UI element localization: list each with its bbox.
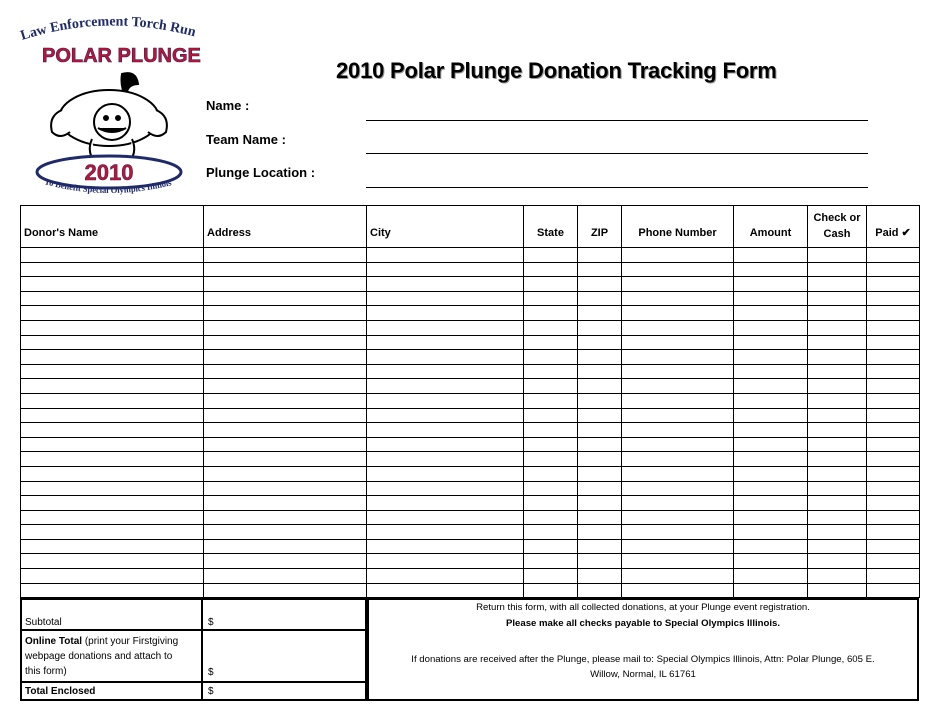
table-cell[interactable] <box>21 496 204 511</box>
table-cell[interactable] <box>808 320 867 335</box>
table-cell[interactable] <box>21 306 204 321</box>
table-cell[interactable] <box>808 335 867 350</box>
table-cell[interactable] <box>204 248 367 263</box>
table-cell[interactable] <box>204 408 367 423</box>
table-cell[interactable] <box>734 320 808 335</box>
table-cell[interactable] <box>204 262 367 277</box>
table-cell[interactable] <box>204 350 367 365</box>
table-cell[interactable] <box>367 393 524 408</box>
table-row <box>21 335 920 350</box>
table-cell[interactable] <box>204 379 367 394</box>
table-cell[interactable] <box>367 335 524 350</box>
table-cell[interactable] <box>204 291 367 306</box>
table-cell[interactable] <box>21 277 204 292</box>
table-cell[interactable] <box>578 554 622 569</box>
table-cell[interactable] <box>622 569 734 584</box>
table-cell[interactable] <box>867 554 920 569</box>
table-cell[interactable] <box>367 569 524 584</box>
table-cell[interactable] <box>524 496 578 511</box>
table-cell[interactable] <box>524 291 578 306</box>
subtotal-value[interactable] <box>201 598 367 631</box>
table-cell[interactable] <box>524 437 578 452</box>
table-cell[interactable] <box>21 423 204 438</box>
table-cell[interactable] <box>21 569 204 584</box>
instruction-return: Return this form, with all collected donations, at your Plunge event registration. <box>476 602 810 613</box>
table-cell[interactable] <box>734 350 808 365</box>
table-cell[interactable] <box>622 466 734 481</box>
table-cell[interactable] <box>734 291 808 306</box>
table-cell[interactable] <box>808 539 867 554</box>
table-cell[interactable] <box>524 335 578 350</box>
table-cell[interactable] <box>867 583 920 598</box>
table-cell[interactable] <box>204 569 367 584</box>
table-row <box>21 379 920 394</box>
table-row <box>21 350 920 365</box>
table-cell[interactable] <box>622 525 734 540</box>
table-cell[interactable] <box>622 452 734 467</box>
polar-bear-illustration <box>51 73 167 163</box>
table-cell[interactable] <box>578 481 622 496</box>
total-enclosed-label: Total Enclosed <box>25 686 96 697</box>
table-row <box>21 496 920 511</box>
table-cell[interactable] <box>367 525 524 540</box>
table-cell[interactable] <box>734 277 808 292</box>
table-cell[interactable] <box>367 466 524 481</box>
table-cell[interactable] <box>204 466 367 481</box>
table-cell[interactable] <box>734 262 808 277</box>
table-cell[interactable] <box>867 350 920 365</box>
table-cell[interactable] <box>204 554 367 569</box>
donation-table <box>20 205 920 598</box>
table-cell[interactable] <box>524 539 578 554</box>
table-cell[interactable] <box>524 583 578 598</box>
table-cell[interactable] <box>578 466 622 481</box>
table-cell[interactable] <box>204 364 367 379</box>
table-cell[interactable] <box>734 583 808 598</box>
table-row <box>21 437 920 452</box>
table-row <box>21 408 920 423</box>
table-cell[interactable] <box>622 379 734 394</box>
table-cell[interactable] <box>367 510 524 525</box>
table-cell[interactable] <box>367 291 524 306</box>
instructions-box <box>367 598 919 701</box>
table-cell[interactable] <box>524 350 578 365</box>
table-cell[interactable] <box>867 408 920 423</box>
table-cell[interactable] <box>734 496 808 511</box>
table-row <box>21 481 920 496</box>
table-cell[interactable] <box>867 320 920 335</box>
table-row <box>21 277 920 292</box>
table-cell[interactable] <box>808 248 867 263</box>
table-cell[interactable] <box>21 350 204 365</box>
table-row <box>21 510 920 525</box>
table-cell[interactable] <box>524 510 578 525</box>
table-cell[interactable] <box>204 306 367 321</box>
table-cell[interactable] <box>622 539 734 554</box>
table-row <box>21 291 920 306</box>
table-cell[interactable] <box>808 379 867 394</box>
table-cell[interactable] <box>867 481 920 496</box>
table-cell[interactable] <box>578 306 622 321</box>
table-row <box>21 554 920 569</box>
table-cell[interactable] <box>21 583 204 598</box>
table-cell[interactable] <box>808 291 867 306</box>
online-total-dollar: $ <box>208 667 214 678</box>
table-cell[interactable] <box>524 248 578 263</box>
table-cell[interactable] <box>622 277 734 292</box>
table-cell[interactable] <box>734 379 808 394</box>
table-cell[interactable] <box>367 437 524 452</box>
table-cell[interactable] <box>524 408 578 423</box>
table-cell[interactable] <box>21 539 204 554</box>
table-cell[interactable] <box>367 408 524 423</box>
table-cell[interactable] <box>867 262 920 277</box>
table-cell[interactable] <box>367 452 524 467</box>
table-cell[interactable] <box>734 393 808 408</box>
subtotal-label: Subtotal <box>25 617 62 628</box>
col-address: Address <box>204 206 367 248</box>
table-row <box>21 569 920 584</box>
table-cell[interactable] <box>524 262 578 277</box>
online-total-label: Online Total <box>25 636 83 647</box>
table-cell[interactable] <box>367 554 524 569</box>
table-cell[interactable] <box>808 262 867 277</box>
table-cell[interactable] <box>622 496 734 511</box>
table-cell[interactable] <box>578 539 622 554</box>
table-cell[interactable] <box>867 569 920 584</box>
table-cell[interactable] <box>524 393 578 408</box>
table-cell[interactable] <box>734 335 808 350</box>
table-cell[interactable] <box>524 306 578 321</box>
table-cell[interactable] <box>867 437 920 452</box>
table-cell[interactable] <box>867 291 920 306</box>
table-cell[interactable] <box>808 510 867 525</box>
table-row <box>21 320 920 335</box>
table-cell[interactable] <box>578 248 622 263</box>
table-cell[interactable] <box>367 262 524 277</box>
total-enclosed-label-cell <box>20 681 203 701</box>
name-label: Name : <box>206 98 250 113</box>
table-cell[interactable] <box>734 525 808 540</box>
table-cell[interactable] <box>808 569 867 584</box>
table-cell[interactable] <box>622 335 734 350</box>
team-name-label: Team Name : <box>206 132 286 147</box>
table-cell[interactable] <box>21 554 204 569</box>
table-cell[interactable] <box>21 393 204 408</box>
plunge-location-field[interactable] <box>366 187 868 188</box>
table-cell[interactable] <box>578 437 622 452</box>
table-cell[interactable] <box>622 350 734 365</box>
table-cell[interactable] <box>578 379 622 394</box>
logo-top-text: Law Enforcement Torch Run <box>18 14 198 44</box>
table-cell[interactable] <box>367 496 524 511</box>
table-cell[interactable] <box>204 277 367 292</box>
table-cell[interactable] <box>734 466 808 481</box>
table-cell[interactable] <box>734 437 808 452</box>
table-cell[interactable] <box>367 481 524 496</box>
table-cell[interactable] <box>578 393 622 408</box>
table-cell[interactable] <box>808 277 867 292</box>
table-row <box>21 364 920 379</box>
online-total-value[interactable] <box>201 629 367 683</box>
subtotal-label-cell <box>20 598 203 631</box>
summary-section <box>20 598 919 701</box>
table-cell[interactable] <box>734 481 808 496</box>
table-cell[interactable] <box>21 466 204 481</box>
table-cell[interactable] <box>622 393 734 408</box>
total-enclosed-value[interactable] <box>201 681 367 701</box>
table-cell[interactable] <box>578 364 622 379</box>
table-cell[interactable] <box>524 277 578 292</box>
table-cell[interactable] <box>524 554 578 569</box>
table-cell[interactable] <box>204 583 367 598</box>
table-cell[interactable] <box>867 379 920 394</box>
table-cell[interactable] <box>204 320 367 335</box>
table-cell[interactable] <box>524 481 578 496</box>
table-cell[interactable] <box>204 423 367 438</box>
table-cell[interactable] <box>578 452 622 467</box>
total-enclosed-dollar: $ <box>208 686 214 697</box>
col-check-cash <box>808 206 867 248</box>
table-cell[interactable] <box>21 525 204 540</box>
table-cell[interactable] <box>367 583 524 598</box>
table-cell[interactable] <box>578 320 622 335</box>
table-cell[interactable] <box>808 466 867 481</box>
col-zip: ZIP <box>578 206 622 248</box>
table-cell[interactable] <box>622 306 734 321</box>
table-cell[interactable] <box>808 423 867 438</box>
table-cell[interactable] <box>524 466 578 481</box>
table-cell[interactable] <box>21 452 204 467</box>
table-cell[interactable] <box>622 481 734 496</box>
form-title: 2010 Polar Plunge Donation Tracking Form <box>336 58 777 83</box>
table-cell[interactable] <box>578 408 622 423</box>
table-row <box>21 262 920 277</box>
table-cell[interactable] <box>21 335 204 350</box>
table-cell[interactable] <box>367 248 524 263</box>
table-cell[interactable] <box>21 248 204 263</box>
table-cell[interactable] <box>524 379 578 394</box>
table-row <box>21 393 920 408</box>
table-cell[interactable] <box>622 408 734 423</box>
table-cell[interactable] <box>204 510 367 525</box>
table-header-row <box>21 206 920 248</box>
name-field[interactable] <box>366 120 868 121</box>
table-cell[interactable] <box>808 481 867 496</box>
check-or-text: Check or <box>813 212 861 224</box>
table-row <box>21 539 920 554</box>
table-cell[interactable] <box>867 525 920 540</box>
cash-text: Cash <box>823 228 851 240</box>
online-total-label-cell <box>20 629 203 683</box>
col-donor-name: Donor's Name <box>21 206 204 248</box>
table-cell[interactable] <box>734 408 808 423</box>
table-cell[interactable] <box>867 364 920 379</box>
table-cell[interactable] <box>808 554 867 569</box>
table-cell[interactable] <box>808 306 867 321</box>
table-cell[interactable] <box>867 277 920 292</box>
online-total-note-2: webpage donations and attach to <box>25 651 173 662</box>
table-cell[interactable] <box>867 393 920 408</box>
table-cell[interactable] <box>524 525 578 540</box>
table-cell[interactable] <box>578 291 622 306</box>
table-cell[interactable] <box>734 306 808 321</box>
table-cell[interactable] <box>808 393 867 408</box>
col-phone: Phone Number <box>622 206 734 248</box>
instruction-mail-address-2: Willow, Normal, IL 61761 <box>590 669 696 680</box>
table-cell[interactable] <box>204 539 367 554</box>
table-cell[interactable] <box>734 569 808 584</box>
table-cell[interactable] <box>367 277 524 292</box>
table-cell[interactable] <box>578 277 622 292</box>
table-cell[interactable] <box>204 437 367 452</box>
table-cell[interactable] <box>578 496 622 511</box>
table-cell[interactable] <box>204 335 367 350</box>
logo-year: 2010 <box>84 160 134 185</box>
table-cell[interactable] <box>524 364 578 379</box>
table-cell[interactable] <box>21 262 204 277</box>
table-cell[interactable] <box>622 554 734 569</box>
table-cell[interactable] <box>21 408 204 423</box>
table-cell[interactable] <box>622 364 734 379</box>
table-cell[interactable] <box>734 510 808 525</box>
table-cell[interactable] <box>21 481 204 496</box>
table-row <box>21 525 920 540</box>
instruction-checks-payable: Please make all checks payable to Special Olympics Illinois. <box>505 618 781 629</box>
table-cell[interactable] <box>578 583 622 598</box>
table-cell[interactable] <box>367 364 524 379</box>
table-cell[interactable] <box>204 525 367 540</box>
table-cell[interactable] <box>808 350 867 365</box>
table-cell[interactable] <box>622 510 734 525</box>
table-cell[interactable] <box>367 539 524 554</box>
table-cell[interactable] <box>204 481 367 496</box>
table-cell[interactable] <box>524 320 578 335</box>
table-cell[interactable] <box>867 510 920 525</box>
table-cell[interactable] <box>622 291 734 306</box>
table-cell[interactable] <box>808 437 867 452</box>
logo-bottom-text: To Benefit Special Olympics Illinois <box>43 176 173 196</box>
table-cell[interactable] <box>867 466 920 481</box>
table-cell[interactable] <box>808 408 867 423</box>
table-row <box>21 423 920 438</box>
table-cell[interactable] <box>21 364 204 379</box>
table-cell[interactable] <box>808 452 867 467</box>
table-cell[interactable] <box>808 496 867 511</box>
table-cell[interactable] <box>734 248 808 263</box>
table-cell[interactable] <box>622 248 734 263</box>
subtotal-dollar: $ <box>208 617 214 628</box>
table-cell[interactable] <box>734 364 808 379</box>
table-row <box>21 306 920 321</box>
table-cell[interactable] <box>578 262 622 277</box>
table-cell[interactable] <box>578 350 622 365</box>
table-cell[interactable] <box>734 539 808 554</box>
table-cell[interactable] <box>867 248 920 263</box>
table-cell[interactable] <box>808 525 867 540</box>
table-cell[interactable] <box>524 452 578 467</box>
table-cell[interactable] <box>21 510 204 525</box>
table-cell[interactable] <box>867 539 920 554</box>
table-cell[interactable] <box>367 379 524 394</box>
table-cell[interactable] <box>867 423 920 438</box>
col-paid: Paid ✔ <box>867 206 920 248</box>
table-cell[interactable] <box>204 452 367 467</box>
table-cell[interactable] <box>622 262 734 277</box>
table-cell[interactable] <box>867 306 920 321</box>
table-cell[interactable] <box>734 423 808 438</box>
col-city: City <box>367 206 524 248</box>
table-cell[interactable] <box>734 452 808 467</box>
table-cell[interactable] <box>808 364 867 379</box>
col-state: State <box>524 206 578 248</box>
table-cell[interactable] <box>578 335 622 350</box>
table-cell[interactable] <box>578 569 622 584</box>
table-cell[interactable] <box>524 569 578 584</box>
table-cell[interactable] <box>367 320 524 335</box>
table-cell[interactable] <box>367 306 524 321</box>
table-row <box>21 452 920 467</box>
table-cell[interactable] <box>867 335 920 350</box>
table-cell[interactable] <box>21 291 204 306</box>
table-cell[interactable] <box>21 379 204 394</box>
team-name-field[interactable] <box>366 153 868 154</box>
table-cell[interactable] <box>367 350 524 365</box>
table-cell[interactable] <box>524 423 578 438</box>
col-amount: Amount <box>734 206 808 248</box>
table-cell[interactable] <box>204 496 367 511</box>
table-cell[interactable] <box>622 423 734 438</box>
table-cell[interactable] <box>622 320 734 335</box>
table-cell[interactable] <box>578 510 622 525</box>
online-total-note-3: this form) <box>25 666 67 677</box>
table-row <box>21 466 920 481</box>
table-row <box>21 248 920 263</box>
online-total-note-1: (print your Firstgiving <box>82 636 179 647</box>
table-cell[interactable] <box>622 583 734 598</box>
table-cell[interactable] <box>21 437 204 452</box>
logo-brand: POLAR PLUNGE <box>42 45 201 67</box>
table-cell[interactable] <box>734 554 808 569</box>
table-cell[interactable] <box>867 452 920 467</box>
instruction-mail-address-1: If donations are received after the Plunge, please mail to: Special Olympics Illinois, Attn: Polar Plunge, 605 E. <box>411 654 875 665</box>
table-cell[interactable] <box>808 583 867 598</box>
table-cell[interactable] <box>367 423 524 438</box>
table-cell[interactable] <box>578 525 622 540</box>
table-row <box>21 583 920 598</box>
table-cell[interactable] <box>622 437 734 452</box>
table-cell[interactable] <box>578 423 622 438</box>
table-cell[interactable] <box>204 393 367 408</box>
table-cell[interactable] <box>867 496 920 511</box>
plunge-location-label: Plunge Location : <box>206 165 316 180</box>
table-cell[interactable] <box>21 320 204 335</box>
polar-plunge-logo <box>14 14 204 204</box>
